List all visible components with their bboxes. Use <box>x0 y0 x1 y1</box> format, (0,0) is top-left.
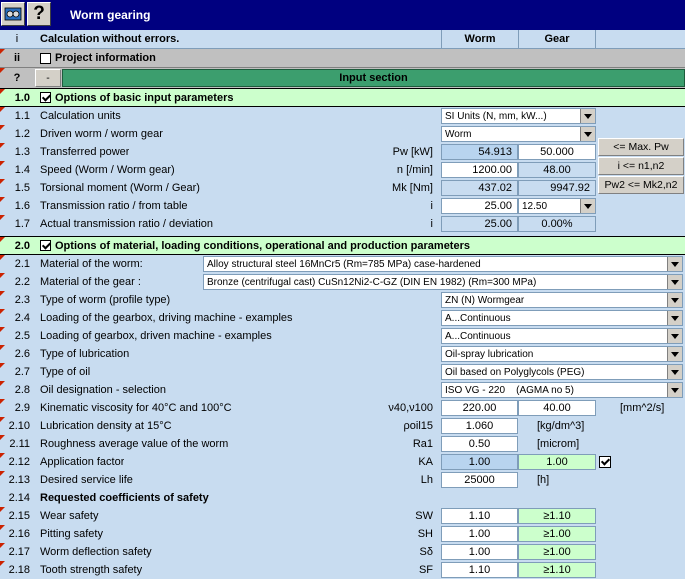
row-number: 2.2 <box>0 273 34 291</box>
row-label: Driven worm / worm gear <box>40 128 163 140</box>
row-1-4 <box>0 161 685 179</box>
worm-material-select[interactable] <box>203 256 683 272</box>
chevron-down-icon[interactable] <box>667 347 682 361</box>
row-label: Kinematic viscosity for 40°C and 100°C <box>40 402 232 414</box>
torque-gear-value: 9947.92 <box>518 180 596 196</box>
row-number: 2.9 <box>0 399 34 417</box>
row-number: 2.13 <box>0 471 34 489</box>
row-label: Material of the worm: <box>40 258 143 270</box>
select-value: Worm <box>445 128 472 140</box>
row-unit: [kg/dm^3] <box>537 420 585 432</box>
row-2-18 <box>0 561 685 579</box>
row-2-17 <box>0 543 685 561</box>
row-number: 2.6 <box>0 345 34 363</box>
row-2-8 <box>0 381 685 399</box>
row-number: 2.3 <box>0 291 34 309</box>
chevron-down-icon[interactable] <box>667 257 682 271</box>
select-value: Bronze (centrifugal cast) CuSn12Ni2-C-GZ (DIN EN 1982) (Rm=300 MPa) <box>207 276 537 288</box>
row-label: Loading of gearbox, driven machine - examples <box>40 330 272 342</box>
row-unit: i <box>430 218 433 230</box>
actual-ratio-value: 25.00 <box>441 216 518 232</box>
row-label: Application factor <box>40 456 125 468</box>
oil-density-input[interactable]: 1.060 <box>441 418 518 434</box>
row-label: Type of lubrication <box>40 348 130 360</box>
tooth-strength-safety-input[interactable]: 1.10 <box>441 562 518 578</box>
chevron-down-icon[interactable] <box>580 109 595 123</box>
row-label: Material of the gear : <box>40 276 141 288</box>
chevron-down-icon[interactable] <box>580 127 595 141</box>
row-number: 2.11 <box>0 435 34 453</box>
row-label: Requested coefficients of safety <box>40 492 209 504</box>
select-value: 12.50 <box>522 200 548 212</box>
row-label: Transmission ratio / from table <box>40 200 188 212</box>
row-symbol: ν40,ν100 <box>388 402 433 414</box>
header-row <box>0 30 685 49</box>
row-unit: [mm^2/s] <box>620 402 665 414</box>
select-value: A...Continuous <box>445 312 511 324</box>
select-value: ISO VG - 220 (AGMA no 5) <box>445 384 574 396</box>
section-2-checkbox[interactable] <box>40 240 51 251</box>
row-label: Calculation units <box>40 110 121 122</box>
row-number: 1.2 <box>0 125 34 143</box>
row-2-16 <box>0 525 685 543</box>
row-label: Actual transmission ratio / deviation <box>40 218 214 230</box>
chevron-down-icon[interactable] <box>580 199 595 213</box>
section-1-title: Options of basic input parameters <box>55 91 234 104</box>
application-factor-input[interactable]: 1.00 <box>518 454 596 470</box>
row-label: Torsional moment (Worm / Gear) <box>40 182 200 194</box>
row-number: 1.1 <box>0 107 34 125</box>
input-section-title: Input section <box>62 69 685 87</box>
help-button[interactable]: ? <box>27 2 51 26</box>
oil-type-select[interactable] <box>441 364 683 380</box>
row-1-1 <box>0 107 685 125</box>
row-symbol: Sδ <box>419 546 433 558</box>
chevron-down-icon[interactable] <box>667 383 682 397</box>
deflection-safety-result: ≥1.00 <box>518 544 596 560</box>
worm-type-select[interactable] <box>441 292 683 308</box>
speed-gear-value: 48.00 <box>518 162 596 178</box>
row-2-13 <box>0 471 685 489</box>
select-value: Oil based on Polyglycols (PEG) <box>445 366 585 378</box>
row-number: 2.1 <box>0 255 34 273</box>
max-pw-button[interactable]: <= Max. Pw <box>598 138 684 156</box>
speed-worm-input[interactable]: 1200.00 <box>441 162 518 178</box>
pitting-safety-input[interactable]: 1.00 <box>441 526 518 542</box>
row-number: 1.0 <box>0 89 34 106</box>
wear-safety-result: ≥1.10 <box>518 508 596 524</box>
ratio-table-select[interactable] <box>518 198 596 214</box>
select-value: A...Continuous <box>445 330 511 342</box>
row-number: 1.3 <box>0 143 34 161</box>
row-label: Tooth strength safety <box>40 564 143 576</box>
tooth-strength-safety-result: ≥1.10 <box>518 562 596 578</box>
row-2-3 <box>0 291 685 309</box>
row-symbol: Lh <box>420 474 433 486</box>
row-symbol: SF <box>418 564 433 576</box>
pitting-safety-result: ≥1.00 <box>518 526 596 542</box>
row-unit: i <box>430 200 433 212</box>
row-number: 2.17 <box>0 543 34 561</box>
select-value: SI Units (N, mm, kW...) <box>445 110 547 122</box>
input-section-row <box>0 68 685 88</box>
row-label: Transferred power <box>40 146 130 158</box>
row-number: ii <box>0 49 34 67</box>
row-label: Lubrication density at 15°C <box>40 420 172 432</box>
window-title: Worm gearing <box>70 8 151 22</box>
row-2-12 <box>0 453 685 471</box>
row-2-5 <box>0 327 685 345</box>
row-symbol: SH <box>417 528 433 540</box>
ratio-input[interactable]: 25.00 <box>441 198 518 214</box>
application-factor-value: 1.00 <box>441 454 518 470</box>
driving-load-select[interactable] <box>441 310 683 326</box>
viscosity-40-input[interactable]: 220.00 <box>441 400 518 416</box>
row-number: 2.15 <box>0 507 34 525</box>
row-number: 2.4 <box>0 309 34 327</box>
section-1-checkbox[interactable] <box>40 92 51 103</box>
row-2-6 <box>0 345 685 363</box>
gear-material-select[interactable] <box>203 274 683 290</box>
row-number: 2.5 <box>0 327 34 345</box>
pw2-from-mk2-button[interactable]: Pw2 <= Mk2,n2 <box>598 176 684 194</box>
select-value: ZN (N) Wormgear <box>445 294 525 306</box>
row-label: Roughness average value of the worm <box>40 438 229 450</box>
chevron-down-icon[interactable] <box>667 293 682 307</box>
row-label: Type of oil <box>40 366 91 378</box>
chevron-down-icon[interactable] <box>667 329 682 343</box>
ratio-deviation-value: 0.00% <box>518 216 596 232</box>
row-1-6 <box>0 197 685 215</box>
row-2-11 <box>0 435 685 453</box>
roughness-input[interactable]: 0.50 <box>441 436 518 452</box>
row-symbol: SW <box>415 510 433 522</box>
row-number: 1.7 <box>0 215 34 233</box>
row-number: 2.18 <box>0 561 34 579</box>
row-label: Desired service life <box>40 474 133 486</box>
driven-select[interactable] <box>441 126 596 142</box>
row-label: Speed (Worm / Worm gear) <box>40 164 175 176</box>
lubrication-select[interactable] <box>441 346 683 362</box>
row-symbol: KA <box>418 456 433 468</box>
row-2-4 <box>0 309 685 327</box>
help-q[interactable]: ? <box>0 68 34 88</box>
row-unit: [microm] <box>537 438 580 450</box>
project-info-row[interactable] <box>0 49 685 68</box>
row-number: 1.6 <box>0 197 34 215</box>
viscosity-100-input[interactable]: 40.00 <box>518 400 596 416</box>
row-1-2 <box>0 125 685 143</box>
power-worm-input[interactable]: 54.913 <box>441 144 518 160</box>
chevron-down-icon[interactable] <box>667 275 682 289</box>
row-2-10 <box>0 417 685 435</box>
row-1-7 <box>0 215 685 233</box>
ratio-from-speeds-button[interactable]: i <= n1,n2 <box>598 157 684 175</box>
row-2-15 <box>0 507 685 525</box>
select-value: Oil-spray lubrication <box>445 348 534 360</box>
calc-units-select[interactable] <box>441 108 596 124</box>
row-number: 2.7 <box>0 363 34 381</box>
row-number: 2.8 <box>0 381 34 399</box>
service-life-input[interactable]: 25000 <box>441 472 518 488</box>
wear-safety-input[interactable]: 1.10 <box>441 508 518 524</box>
row-number: 2.0 <box>0 237 34 254</box>
row-label: Type of worm (profile type) <box>40 294 171 306</box>
row-label: Loading of the gearbox, driving machine - examples <box>40 312 293 324</box>
row-2-2 <box>0 273 685 291</box>
section-2-title: Options of material, loading conditions, operational and production parameters <box>55 239 470 252</box>
section-1-header <box>0 88 685 107</box>
row-unit: Mk [Nm] <box>392 182 433 194</box>
oil-designation-select[interactable] <box>441 382 683 398</box>
row-number: 2.10 <box>0 417 34 435</box>
driven-load-select[interactable] <box>441 328 683 344</box>
row-label: Worm deflection safety <box>40 546 152 558</box>
app-icon[interactable] <box>1 2 25 26</box>
application-factor-checkbox[interactable] <box>599 456 611 468</box>
col-gear-header: Gear <box>518 30 596 48</box>
calc-status: Calculation without errors. <box>40 33 180 45</box>
torque-worm-value: 437.02 <box>441 180 518 196</box>
row-number: 2.14 <box>8 492 30 504</box>
power-gear-input[interactable]: 50.000 <box>518 144 596 160</box>
row-number: 1.4 <box>0 161 34 179</box>
collapse-button[interactable]: - <box>35 69 61 87</box>
row-2-14 <box>0 489 685 507</box>
chevron-down-icon[interactable] <box>667 311 682 325</box>
row-label: Pitting safety <box>40 528 103 540</box>
row-symbol: ρoil15 <box>403 420 433 432</box>
row-1-5 <box>0 179 685 197</box>
row-unit: n [/min] <box>396 164 433 176</box>
row-label: Oil designation - selection <box>40 384 166 396</box>
row-2-1 <box>0 255 685 273</box>
select-value: Alloy structural steel 16MnCr5 (Rm=785 MPa) case-hardened <box>207 258 481 270</box>
title-bar <box>0 0 685 30</box>
row-1-3 <box>0 143 685 161</box>
row-number: 2.12 <box>0 453 34 471</box>
section-2-header <box>0 236 685 255</box>
row-unit: [h] <box>537 474 550 486</box>
chevron-down-icon[interactable] <box>667 365 682 379</box>
row-label: Wear safety <box>40 510 99 522</box>
row-number: 1.5 <box>0 179 34 197</box>
row-number: 2.16 <box>0 525 34 543</box>
project-info-label: Project information <box>55 52 156 64</box>
row-number: i <box>15 33 19 45</box>
deflection-safety-input[interactable]: 1.00 <box>441 544 518 560</box>
row-2-7 <box>0 363 685 381</box>
row-2-9 <box>0 399 685 417</box>
project-info-checkbox[interactable] <box>40 53 51 64</box>
col-worm-header: Worm <box>441 30 518 48</box>
row-symbol: Ra1 <box>412 438 433 450</box>
row-unit: Pw [kW] <box>392 146 433 158</box>
